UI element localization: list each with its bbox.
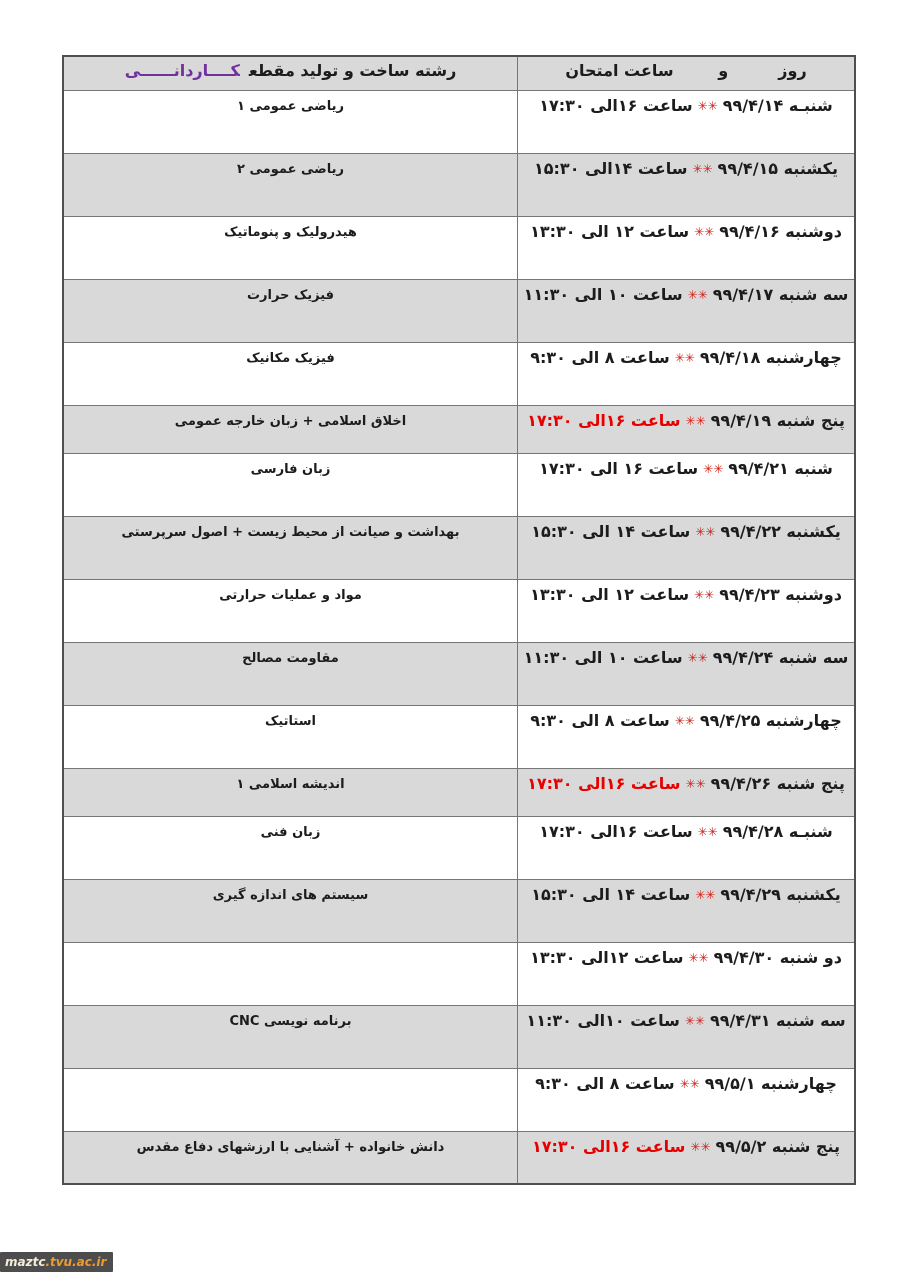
course-name: برنامه نویسی CNC <box>229 1014 352 1029</box>
exam-day-date: دوشنبه ۹۹/۴/۱۶ <box>719 222 842 241</box>
course-name: اخلاق اسلامی + زبان خارجه عمومی <box>174 414 407 429</box>
table-row <box>64 453 854 516</box>
exam-datetime-cell <box>517 643 854 705</box>
site-watermark <box>0 1252 113 1272</box>
table-row <box>64 153 854 216</box>
exam-datetime-cell <box>517 1132 854 1183</box>
exam-datetime-cell <box>517 91 854 153</box>
table-row <box>64 342 854 405</box>
course-name: ریاضی عمومی ۲ <box>237 162 344 177</box>
footnote-asterisks-icon: ✳✳ <box>694 588 715 602</box>
exam-datetime-cell <box>517 769 854 816</box>
exam-day-date: شنبـه ۹۹/۴/۱۴ <box>722 96 833 115</box>
header-day-time-cell <box>517 57 854 90</box>
course-cell <box>64 580 517 642</box>
footnote-asterisks-icon: ✳✳ <box>694 225 715 239</box>
exam-time: ساعت ۱۴الی ۱۵:۳۰ <box>534 159 688 178</box>
course-cell <box>64 643 517 705</box>
exam-day-date: چهارشنبه ۹۹/۵/۱ <box>704 1074 837 1093</box>
table-row <box>64 579 854 642</box>
course-cell <box>64 1132 517 1183</box>
exam-schedule-table <box>62 55 856 1185</box>
exam-day-date: پنج شنبه ۹۹/۴/۱۹ <box>710 411 845 430</box>
exam-datetime-cell <box>517 706 854 768</box>
course-name: دانش خانواده + آشنایی با ارزشهای دفاع مقدس <box>136 1140 445 1155</box>
footnote-asterisks-icon: ✳✳ <box>687 288 708 302</box>
exam-day-date: سه شنبه ۹۹/۴/۲۴ <box>712 648 849 667</box>
exam-datetime-cell <box>517 580 854 642</box>
course-cell <box>64 154 517 216</box>
exam-time: ساعت ۸ الی ۹:۳۰ <box>535 1074 675 1093</box>
exam-day-date: سه شنبه ۹۹/۴/۳۱ <box>709 1011 846 1030</box>
table-row <box>64 405 854 453</box>
exam-datetime-cell <box>517 517 854 579</box>
course-cell <box>64 343 517 405</box>
exam-time: ساعت ۱۶الی ۱۷:۳۰ <box>527 774 681 793</box>
exam-time: ساعت ۱۲الی ۱۳:۳۰ <box>530 948 684 967</box>
exam-time: ساعت ۱۶الی ۱۷:۳۰ <box>539 822 693 841</box>
exam-time: ساعت ۱۶الی ۱۷:۳۰ <box>531 1137 686 1156</box>
footnote-asterisks-icon: ✳✳ <box>697 825 718 839</box>
course-cell <box>64 943 517 1005</box>
footnote-asterisks-icon: ✳✳ <box>695 525 716 539</box>
exam-datetime-cell <box>517 1006 854 1068</box>
exam-day-date: چهارشنبه ۹۹/۴/۲۵ <box>699 711 842 730</box>
footnote-asterisks-icon: ✳✳ <box>679 1077 700 1091</box>
table-row <box>64 279 854 342</box>
table-row <box>64 816 854 879</box>
exam-datetime-cell <box>517 217 854 279</box>
course-name: استاتیک <box>265 714 316 729</box>
footnote-asterisks-icon: ✳✳ <box>685 414 706 428</box>
course-name: ریاضی عمومی ۱ <box>237 99 344 114</box>
table-row <box>64 1068 854 1131</box>
exam-day-date: پنج شنبه ۹۹/۴/۲۶ <box>710 774 845 793</box>
exam-datetime-cell <box>517 943 854 1005</box>
exam-time: ساعت ۱۴ الی ۱۵:۳۰ <box>531 885 691 904</box>
exam-time: ساعت ۱۶ الی ۱۷:۳۰ <box>539 459 699 478</box>
table-row <box>64 642 854 705</box>
footnote-asterisks-icon: ✳✳ <box>684 1014 705 1028</box>
table-row <box>64 90 854 153</box>
footnote-asterisks-icon: ✳✳ <box>695 888 716 902</box>
exam-day-date: شنبه ۹۹/۴/۲۱ <box>728 459 833 478</box>
course-cell <box>64 1069 517 1131</box>
footnote-asterisks-icon: ✳✳ <box>674 351 695 365</box>
course-name: مواد و عملیات حرارتی <box>219 588 362 603</box>
course-cell <box>64 817 517 879</box>
course-cell <box>64 406 517 453</box>
table-row <box>64 942 854 1005</box>
footnote-asterisks-icon: ✳✳ <box>674 714 695 728</box>
footnote-asterisks-icon: ✳✳ <box>692 162 713 176</box>
exam-day-date: شنبـه ۹۹/۴/۲۸ <box>722 822 833 841</box>
exam-time: ساعت ۱۴ الی ۱۵:۳۰ <box>531 522 691 541</box>
course-name: زبان فنی <box>260 825 321 840</box>
watermark-site-suffix: .tvu.ac.ir <box>45 1255 107 1269</box>
course-cell <box>64 769 517 816</box>
exam-datetime-cell <box>517 454 854 516</box>
course-cell <box>64 217 517 279</box>
table-row <box>64 516 854 579</box>
course-name: زبان فارسی <box>250 462 331 477</box>
exam-datetime-cell <box>517 406 854 453</box>
exam-time: ساعت ۱۰الی ۱۱:۳۰ <box>526 1011 680 1030</box>
header-program-label: رشته ساخت و تولید مقطع <box>248 61 457 80</box>
footnote-asterisks-icon: ✳✳ <box>688 951 709 965</box>
exam-time: ساعت ۱۲ الی ۱۳:۳۰ <box>530 222 690 241</box>
course-name: هیدرولیک و پنوماتیک <box>224 225 357 240</box>
course-cell <box>64 880 517 942</box>
exam-time: ساعت ۱۶الی ۱۷:۳۰ <box>539 96 693 115</box>
exam-time: ساعت ۱۲ الی ۱۳:۳۰ <box>530 585 690 604</box>
exam-time: ساعت ۱۰ الی ۱۱:۳۰ <box>523 648 683 667</box>
table-row <box>64 768 854 816</box>
course-cell <box>64 517 517 579</box>
exam-day-date: سه شنبه ۹۹/۴/۱۷ <box>712 285 849 304</box>
exam-time: ساعت ۱۰ الی ۱۱:۳۰ <box>523 285 683 304</box>
course-name: بهداشت و صیانت از محیط زیست + اصول سرپرستی <box>121 525 460 540</box>
header-degree-level-label: کــــاردانــــــی <box>124 61 240 80</box>
footnote-asterisks-icon: ✳✳ <box>687 651 708 665</box>
footnote-asterisks-icon: ✳✳ <box>703 462 724 476</box>
exam-time: ساعت ۸ الی ۹:۳۰ <box>530 711 670 730</box>
exam-day-date: پنج شنبه ۹۹/۵/۲ <box>715 1137 840 1156</box>
footnote-asterisks-icon: ✳✳ <box>685 777 706 791</box>
course-name: فیزیک مکانیک <box>246 351 335 366</box>
exam-datetime-cell <box>517 817 854 879</box>
course-cell <box>64 280 517 342</box>
header-day-time-label: روز و ساعت امتحان <box>565 61 807 80</box>
table-header-row <box>64 57 854 90</box>
table-row <box>64 705 854 768</box>
exam-day-date: چهارشنبه ۹۹/۴/۱۸ <box>699 348 842 367</box>
watermark-site-prefix: maztc <box>5 1255 46 1269</box>
course-cell <box>64 706 517 768</box>
course-cell <box>64 454 517 516</box>
exam-day-date: یکشنبه ۹۹/۴/۲۹ <box>720 885 841 904</box>
exam-datetime-cell <box>517 280 854 342</box>
course-name: سیستم های اندازه گیری <box>212 888 369 903</box>
course-name: اندیشه اسلامی ۱ <box>236 777 345 792</box>
table-row <box>64 216 854 279</box>
exam-day-date: دو شنبه ۹۹/۴/۳۰ <box>713 948 842 967</box>
footnote-asterisks-icon: ✳✳ <box>697 99 718 113</box>
exam-datetime-cell <box>517 1069 854 1131</box>
exam-time: ساعت ۸ الی ۹:۳۰ <box>530 348 670 367</box>
header-course-cell <box>64 57 517 90</box>
exam-day-date: یکشنبه ۹۹/۴/۱۵ <box>717 159 838 178</box>
course-name: فیزیک حرارت <box>246 288 335 303</box>
exam-datetime-cell <box>517 154 854 216</box>
course-cell <box>64 1006 517 1068</box>
exam-day-date: دوشنبه ۹۹/۴/۲۳ <box>719 585 842 604</box>
exam-day-date: یکشنبه ۹۹/۴/۲۲ <box>720 522 841 541</box>
exam-datetime-cell <box>517 880 854 942</box>
exam-datetime-cell <box>517 343 854 405</box>
table-row <box>64 1005 854 1068</box>
footnote-asterisks-icon: ✳✳ <box>690 1140 711 1154</box>
table-row <box>64 879 854 942</box>
course-name: مقاومت مصالح <box>242 651 339 666</box>
table-row <box>64 1131 854 1183</box>
course-cell <box>64 91 517 153</box>
exam-time: ساعت ۱۶الی ۱۷:۳۰ <box>527 411 681 430</box>
